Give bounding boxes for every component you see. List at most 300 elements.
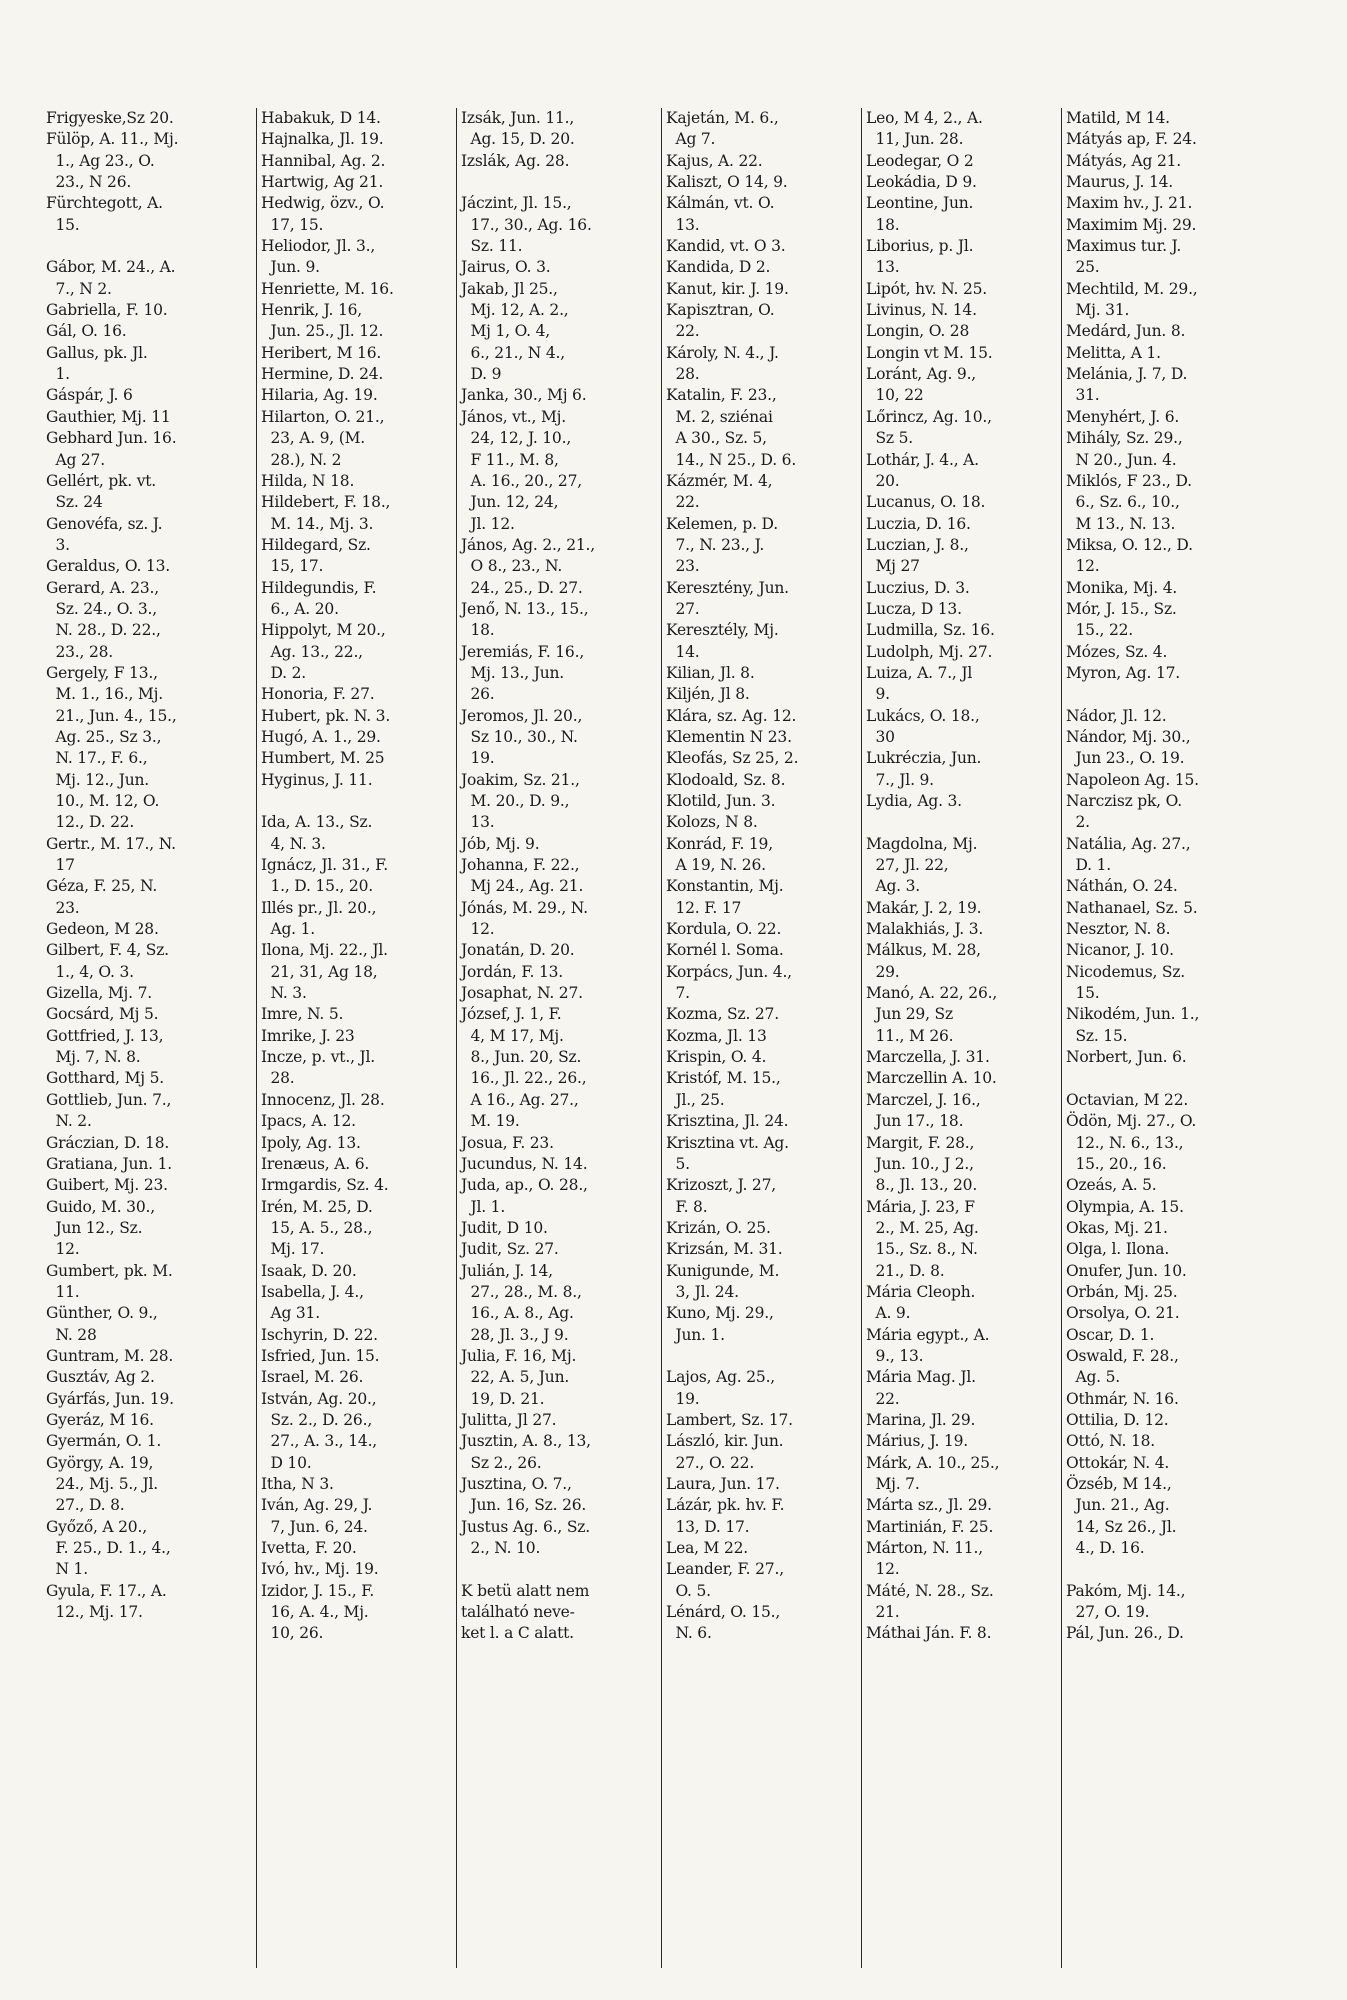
name-entry-line: Luczius, D. 3. xyxy=(866,578,970,597)
name-entry-line: 24, 12, J. 10., xyxy=(461,429,572,448)
name-entry-line: Miksa, O. 12., D. xyxy=(1066,535,1193,554)
name-entry-line: Lénárd, O. 15., xyxy=(666,1603,781,1622)
name-entry-line: Leander, F. 27., xyxy=(666,1560,784,1579)
name-entry-line: 21. xyxy=(866,1603,900,1622)
name-entry-line: Fürchtegott, A. xyxy=(46,194,163,213)
name-entry-line: Ag 7. xyxy=(666,130,716,149)
name-entry-line: Mj 1, O. 4, xyxy=(461,322,551,341)
name-entry-line: 28, Jl. 3., J 9. xyxy=(461,1325,569,1344)
name-entry-line: Győző, A 20., xyxy=(46,1517,147,1536)
name-entry-line: 18. xyxy=(461,621,495,640)
name-entry-line xyxy=(1066,684,1280,705)
name-entry-line: Ag. 15, D. 20. xyxy=(461,130,575,149)
name-entry-line: 27., D. 8. xyxy=(46,1496,125,1515)
name-entry-line: Jun 23., O. 19. xyxy=(1066,749,1185,768)
name-entry-line: Nándor, Mj. 30., xyxy=(1066,727,1191,746)
name-entry-line: Gyermán, O. 1. xyxy=(46,1432,162,1451)
name-entry-line: 28.), N. 2 xyxy=(261,450,342,469)
name-entry-line: Konrád, F. 19, xyxy=(666,834,773,853)
name-entry-line: 21., D. 8. xyxy=(866,1261,945,1280)
name-entry-line: Klára, sz. Ag. 12. xyxy=(666,706,797,725)
name-entry-line: Julián, J. 14, xyxy=(461,1261,553,1280)
name-entry-line: D. 1. xyxy=(1066,856,1111,875)
name-entry-line: Irenæus, A. 6. xyxy=(261,1154,370,1173)
name-entry-line xyxy=(866,812,1055,833)
name-entry-line: Hilarton, O. 21., xyxy=(261,407,385,426)
name-entry-line: Napoleon Ag. 15. xyxy=(1066,770,1199,789)
name-entry-line: 7., N. 23., J. xyxy=(666,535,765,554)
name-entry-line: 27, Jl. 22, xyxy=(866,856,949,875)
name-entry-line: Heribert, M 16. xyxy=(261,343,382,362)
name-entry-line: 27, O. 19. xyxy=(1066,1603,1150,1622)
name-entry-line: Iván, Ag. 29, J. xyxy=(261,1496,373,1515)
name-entry-line: N. 28 xyxy=(46,1325,97,1344)
name-entry-line: Hubert, pk. N. 3. xyxy=(261,706,391,725)
name-entry-line: Sz 2., 26. xyxy=(461,1453,542,1472)
name-entry-line: Guido, M. 30., xyxy=(46,1197,155,1216)
name-entry-line: Kaliszt, O 14, 9. xyxy=(666,173,788,192)
name-entry-line: Sz. 11. xyxy=(461,237,523,256)
name-entry-line: Oscar, D. 1. xyxy=(1066,1325,1155,1344)
name-entry-line: Lázár, pk. hv. F. xyxy=(666,1496,785,1515)
name-entry-line: Lőrincz, Ag. 10., xyxy=(866,407,992,426)
name-entry-line: Menyhért, J. 6. xyxy=(1066,407,1180,426)
name-entry-line: Mj. 31. xyxy=(1066,301,1130,320)
name-entry-line: Mihály, Sz. 29., xyxy=(1066,429,1183,448)
name-entry-line: Josua, F. 23. xyxy=(461,1133,554,1152)
name-entry-line: Kozma, Sz. 27. xyxy=(666,1005,779,1024)
name-entry-line: Imre, N. 5. xyxy=(261,1005,344,1024)
name-entry-line: D. 9 xyxy=(461,365,502,384)
name-entry-line: Irmgardis, Sz. 4. xyxy=(261,1176,389,1195)
name-entry-line: 27., 28., M. 8., xyxy=(461,1282,582,1301)
name-entry-line: Sz 10., 30., N. xyxy=(461,727,578,746)
column-3 xyxy=(457,108,662,1968)
name-entry-line: N. 3. xyxy=(261,984,307,1003)
name-entry-line: található neve- xyxy=(461,1603,575,1622)
name-entry-line: Kiljén, Jl 8. xyxy=(666,685,750,704)
name-entry-line: Mj. 17. xyxy=(261,1240,325,1259)
name-entry-line: 21., Jun. 4., 15., xyxy=(46,706,177,725)
name-entry-line: Ag. 25., Sz 3., xyxy=(46,727,162,746)
column-4 xyxy=(662,108,862,1968)
name-entry-line: M 13., N. 13. xyxy=(1066,514,1176,533)
name-entry-line: 13. xyxy=(866,258,900,277)
name-entry-line: Margit, F. 28., xyxy=(866,1133,975,1152)
name-entry-line: Olympia, A. 15. xyxy=(1066,1197,1184,1216)
name-entry-line: 12., Mj. 17. xyxy=(46,1603,143,1622)
name-entry-line: Nesztor, N. 8. xyxy=(1066,920,1171,939)
name-entry-line: Innocenz, Jl. 28. xyxy=(261,1090,385,1109)
name-entry-line: N 1. xyxy=(46,1560,88,1579)
name-entry-line: Mj. 7, N. 8. xyxy=(46,1048,141,1067)
name-entry-line: Gizella, Mj. 7. xyxy=(46,984,153,1003)
name-entry-line: Mária egypt., A. xyxy=(866,1325,990,1344)
name-entry-line: Hildegard, Sz. xyxy=(261,535,371,554)
name-entry-line: Sz. 24., O. 3., xyxy=(46,599,157,618)
name-entry-line: Ödön, Mj. 27., O. xyxy=(1066,1112,1197,1131)
name-entry-line: Nádor, Jl. 12. xyxy=(1066,706,1167,725)
name-entry-line: Honoria, F. 27. xyxy=(261,685,375,704)
name-entry-line: 14., N 25., D. 6. xyxy=(666,450,797,469)
name-entry-line: 15., 22. xyxy=(1066,621,1134,640)
name-entry-line xyxy=(46,236,250,257)
name-entry-line: Hartwig, Ag 21. xyxy=(261,173,384,192)
name-entry-line: Gál, O. 16. xyxy=(46,322,127,341)
name-entry-line: Gáspár, J. 6 xyxy=(46,386,133,405)
name-entry-line: Jairus, O. 3. xyxy=(461,258,551,277)
name-entry-line: Jl., 25. xyxy=(666,1090,725,1109)
name-entry-line: 16., Jl. 22., 26., xyxy=(461,1069,587,1088)
name-entry-line: 20. xyxy=(866,471,900,490)
name-entry-line: Gottlieb, Jun. 7., xyxy=(46,1090,172,1109)
name-entry-line: Kandida, D 2. xyxy=(666,258,771,277)
name-entry-line: Nathanael, Sz. 5. xyxy=(1066,898,1198,917)
name-entry-line: Johanna, F. 22., xyxy=(461,856,580,875)
name-entry-line: Luczia, D. 16. xyxy=(866,514,971,533)
name-entry-line: Justus Ag. 6., Sz. xyxy=(461,1517,590,1536)
name-entry-line: Genovéfa, sz. J. xyxy=(46,514,163,533)
name-entry-line: 21, 31, Ag 18, xyxy=(261,962,378,981)
name-entry-line: Isabella, J. 4., xyxy=(261,1282,364,1301)
name-entry-line: Gedeon, M 28. xyxy=(46,920,159,939)
name-entry-line: 24., 25., D. 27. xyxy=(461,578,583,597)
name-entry-line: Jonatán, D. 20. xyxy=(461,941,575,960)
name-entry-line: Mj 27 xyxy=(866,557,920,576)
name-entry-line: Ag 27. xyxy=(46,450,105,469)
name-entry-line: Jeromos, Jl. 20., xyxy=(461,706,583,725)
name-entry-line: Natália, Ag. 27., xyxy=(1066,834,1191,853)
name-entry-line: Kornél l. Soma. xyxy=(666,941,784,960)
name-entry-line: Jun. 25., Jl. 12. xyxy=(261,322,384,341)
name-entry-line: Maximus tur. J. xyxy=(1066,237,1182,256)
name-entry-line: Hannibal, Ag. 2. xyxy=(261,151,386,170)
name-entry-line: Irén, M. 25, D. xyxy=(261,1197,373,1216)
name-entry-line: Klotild, Jun. 3. xyxy=(666,792,776,810)
name-entry-line: ket l. a C alatt. xyxy=(461,1624,574,1643)
name-entry-line: Krizsán, M. 31. xyxy=(666,1240,783,1259)
name-entry-line: 12. xyxy=(46,1240,80,1259)
name-entry-line: Ivetta, F. 20. xyxy=(261,1539,357,1558)
name-entry-line: 7., N 2. xyxy=(46,279,112,298)
name-entry-line: 27., O. 22. xyxy=(666,1453,755,1472)
name-entry-line: Joakim, Sz. 21., xyxy=(461,770,580,789)
name-entry-line: Jun. 16, Sz. 26. xyxy=(461,1496,587,1515)
name-entry-line: Günther, O. 9., xyxy=(46,1304,158,1323)
name-entry-line: Guntram, M. 28. xyxy=(46,1346,174,1365)
name-entry-line: Jun. 12, 24, xyxy=(461,493,559,512)
name-entry-line: Ignácz, Jl. 31., F. xyxy=(261,856,388,875)
name-entry-line: Máthai Ján. F. 8. xyxy=(866,1624,992,1643)
name-entry-line: Ilona, Mj. 22., Jl. xyxy=(261,941,388,960)
name-entry-line: Longin vt M. 15. xyxy=(866,343,993,362)
name-entry-line: Lukréczia, Jun. xyxy=(866,749,982,768)
name-entry-line: Melitta, A 1. xyxy=(1066,343,1161,362)
name-entry-line: Márk, A. 10., 25., xyxy=(866,1453,1000,1472)
name-entry-line: Jónás, M. 29., N. xyxy=(461,898,588,917)
name-entry-line: 2., N. 10. xyxy=(461,1539,541,1558)
column-1 xyxy=(42,108,257,1968)
name-entry-line: Judit, D 10. xyxy=(461,1218,548,1237)
name-entry-line: 12. xyxy=(1066,557,1100,576)
name-entry-line: Hildegundis, F. xyxy=(261,578,377,597)
name-entry-line: 16., A. 8., Ag. xyxy=(461,1304,574,1323)
name-entry-line: Manó, A. 22, 26., xyxy=(866,984,998,1003)
name-entry-line: Özséb, M 14., xyxy=(1066,1475,1172,1493)
name-entry-line: Ozeás, A. 5. xyxy=(1066,1176,1157,1195)
name-entry-line: 8., Jl. 13., 20. xyxy=(866,1176,978,1195)
name-entry-line xyxy=(666,1346,855,1367)
name-entry-line: Ag 31. xyxy=(261,1304,320,1323)
name-entry-line: 30 xyxy=(866,727,895,746)
name-entry-line: 15, A. 5., 28., xyxy=(261,1218,373,1237)
name-entry-line: O 8., 23., N. xyxy=(461,557,563,576)
name-entry-line: 25. xyxy=(1066,258,1100,277)
name-entry-line: Gyula, F. 17., A. xyxy=(46,1581,167,1600)
name-entry-line: 15., Sz. 8., N. xyxy=(866,1240,978,1259)
name-entry-line: 15., 20., 16. xyxy=(1066,1154,1167,1173)
name-entry-line xyxy=(461,172,655,193)
name-entry-line: Marczellin A. 10. xyxy=(866,1069,997,1088)
name-entry-line: 15, 17. xyxy=(261,557,324,576)
name-entry-line: 6., 21., N 4., xyxy=(461,343,566,362)
name-entry-line: Kapisztran, O. xyxy=(666,301,775,320)
name-entry-line: Gergely, F 13., xyxy=(46,663,158,682)
name-entry-line: Izidor, J. 15., F. xyxy=(261,1581,375,1600)
name-entry-line: Heliodor, Jl. 3., xyxy=(261,237,376,256)
name-entry-line: Ottó, N. 18. xyxy=(1066,1432,1156,1451)
name-entry-line: Izsák, Jun. 11., xyxy=(461,109,575,127)
name-entry-line: Luiza, A. 7., Jl xyxy=(866,663,973,682)
name-entry-line: 13. xyxy=(461,813,495,832)
name-entry-line: János, vt., Mj. xyxy=(461,407,566,426)
name-entry-line: Kozma, Jl. 13 xyxy=(666,1026,767,1045)
name-entry-line: M. 1., 16., Mj. xyxy=(46,685,163,704)
name-entry-line: Liborius, p. Jl. xyxy=(866,237,974,256)
name-entry-line: Gauthier, Mj. 11 xyxy=(46,407,171,426)
name-entry-line: Sz 5. xyxy=(866,429,913,448)
name-entry-line: Jucundus, N. 14. xyxy=(461,1154,588,1173)
column-2 xyxy=(257,108,457,1968)
name-entry-line: Keresztély, Mj. xyxy=(666,621,779,640)
name-entry-line: Isfried, Jun. 15. xyxy=(261,1346,380,1365)
name-entry-line: 3, Jl. 24. xyxy=(666,1282,739,1301)
name-entry-line: 8., Jun. 20, Sz. xyxy=(461,1048,582,1067)
name-entry-line: 19, D. 21. xyxy=(461,1389,545,1408)
name-entry-line: Ludolph, Mj. 27. xyxy=(866,642,993,661)
name-entry-line: Geraldus, O. 13. xyxy=(46,557,170,576)
name-entry-line: Kuno, Mj. 29., xyxy=(666,1304,774,1323)
name-entry-line: 1., 4, O. 3. xyxy=(46,962,134,981)
name-entry-line: László, kir. Jun. xyxy=(666,1432,784,1451)
name-entry-line: M. 19. xyxy=(461,1112,520,1131)
name-entry-line: Jakab, Jl 25., xyxy=(461,279,558,298)
name-entry-line: Jl. 1. xyxy=(461,1197,506,1216)
name-entry-line: Maximim Mj. 29. xyxy=(1066,215,1197,234)
name-entry-line: Gellért, pk. vt. xyxy=(46,471,157,490)
name-entry-line: Mátyás ap, F. 24. xyxy=(1066,130,1197,149)
name-entry-line: Ipacs, A. 12. xyxy=(261,1112,356,1131)
name-entry-line: 1. xyxy=(46,365,70,384)
name-entry-line: Ludmilla, Sz. 16. xyxy=(866,621,995,640)
name-entry-line: Gallus, pk. Jl. xyxy=(46,343,148,362)
name-entry-line xyxy=(461,1559,655,1580)
name-entry-line: Ottokár, N. 4. xyxy=(1066,1453,1170,1472)
name-entry-line: Maxim hv., J. 21. xyxy=(1066,194,1193,213)
name-entry-line: Mj. 13., Jun. xyxy=(461,663,564,682)
name-entry-line: Jenő, N. 13., 15., xyxy=(461,599,589,618)
name-entry-line: 14, Sz 26., Jl. xyxy=(1066,1517,1177,1536)
name-entry-line: Laura, Jun. 17. xyxy=(666,1475,780,1493)
name-entry-line: A. 16., 20., 27, xyxy=(461,471,582,490)
name-entry-line: Katalin, F. 23., xyxy=(666,386,777,405)
name-entry-line: Máté, N. 28., Sz. xyxy=(866,1581,994,1600)
name-entry-line: Gertr., M. 17., N. xyxy=(46,834,176,853)
name-entry-line: Ivó, hv., Mj. 19. xyxy=(261,1560,379,1579)
name-columns xyxy=(42,108,1307,1968)
name-entry-line: Kolozs, N 8. xyxy=(666,813,758,832)
name-entry-line: 6., A. 20. xyxy=(261,599,339,618)
name-entry-line: 1., Ag 23., O. xyxy=(46,151,155,170)
name-entry-line: Márius, J. 19. xyxy=(866,1432,968,1451)
name-entry-line: Krisztina vt. Ag. xyxy=(666,1133,789,1152)
name-entry-line: 10, 26. xyxy=(261,1624,324,1643)
name-entry-line: Itha, N 3. xyxy=(261,1475,334,1493)
name-entry-line: 26. xyxy=(461,685,495,704)
name-entry-line: Humbert, M. 25 xyxy=(261,749,385,768)
name-entry-line: Gráczian, D. 18. xyxy=(46,1133,170,1152)
name-entry-line: 12. xyxy=(461,920,495,939)
name-entry-line: 18. xyxy=(866,215,900,234)
name-entry-line: Henrik, J. 16, xyxy=(261,301,363,320)
name-entry-line: A 19, N. 26. xyxy=(666,856,766,875)
name-entry-line: 19. xyxy=(461,749,495,768)
name-entry-line: 17, 15. xyxy=(261,215,324,234)
name-entry-line: Nikodém, Jun. 1., xyxy=(1066,1005,1200,1024)
name-entry-line: Sz. 2., D. 26., xyxy=(261,1410,373,1429)
name-entry-line: Náthán, O. 24. xyxy=(1066,877,1178,896)
name-entry-line: Mária, J. 23, F xyxy=(866,1197,975,1216)
name-entry-line: Orsolya, O. 21. xyxy=(1066,1304,1180,1323)
name-entry-line: Ag. 5. xyxy=(1066,1368,1121,1387)
name-entry-line: 10., M. 12, O. xyxy=(46,792,160,810)
name-entry-line: 27., A. 3., 14., xyxy=(261,1432,378,1451)
name-entry-line: Izslák, Ag. 28. xyxy=(461,151,570,170)
name-entry-line: N 20., Jun. 4. xyxy=(1066,450,1177,469)
name-entry-line: Malakhiás, J. 3. xyxy=(866,920,984,939)
name-entry-line: Kristóf, M. 15., xyxy=(666,1069,781,1088)
name-entry-line: 1., D. 15., 20. xyxy=(261,877,373,896)
name-entry-line: 22. xyxy=(866,1389,900,1408)
name-entry-line: Okas, Mj. 21. xyxy=(1066,1218,1168,1237)
name-entry-line: Sz. 24 xyxy=(46,493,103,512)
name-entry-line: Julitta, Jl 27. xyxy=(461,1410,557,1429)
name-entry-line: János, Ag. 2., 21., xyxy=(461,535,595,554)
name-entry-line: Guibert, Mj. 23. xyxy=(46,1176,168,1195)
name-entry-line: Gottfried, J. 13, xyxy=(46,1026,164,1045)
name-entry-line: Jun 17., 18. xyxy=(866,1112,964,1131)
name-entry-line: 11., M 26. xyxy=(866,1026,954,1045)
name-entry-line: Lydia, Ag. 3. xyxy=(866,792,962,810)
name-entry-line: Leontine, Jun. xyxy=(866,194,974,213)
name-entry-line: A 30., Sz. 5, xyxy=(666,429,767,448)
name-entry-line: 4., D. 16. xyxy=(1066,1539,1145,1558)
name-entry-line: Hilaria, Ag. 19. xyxy=(261,386,378,405)
name-entry-line: Lambert, Sz. 17. xyxy=(666,1410,793,1429)
name-entry-line: N. 6. xyxy=(666,1624,712,1643)
name-entry-line: Henriette, M. 16. xyxy=(261,279,394,298)
name-entry-line: Kelemen, p. D. xyxy=(666,514,778,533)
name-entry-line: 4, M 17, Mj. xyxy=(461,1026,564,1045)
name-entry-line: Krispin, O. 4. xyxy=(666,1048,767,1067)
name-entry-line: Klementin N 23. xyxy=(666,727,792,746)
name-entry-line: Kilian, Jl. 8. xyxy=(666,663,755,682)
name-entry-line: Othmár, N. 16. xyxy=(1066,1389,1179,1408)
name-entry-line: Gotthard, Mj 5. xyxy=(46,1069,164,1088)
name-entry-line: Lajos, Ag. 25., xyxy=(666,1368,776,1387)
name-entry-line: Luczian, J. 8., xyxy=(866,535,969,554)
name-entry-line: Narczisz pk, O. xyxy=(1066,792,1182,810)
name-entry-line: Sz. 15. xyxy=(1066,1026,1128,1045)
name-entry-line: Jun 29, Sz xyxy=(866,1005,953,1024)
name-entry-line: Orbán, Mj. 25. xyxy=(1066,1282,1178,1301)
name-entry-line: Gilbert, F. 4, Sz. xyxy=(46,941,169,960)
name-entry-line: Leokádia, D 9. xyxy=(866,173,977,192)
name-entry-line: 28. xyxy=(261,1069,295,1088)
name-entry-line: Pál, Jun. 26., D. xyxy=(1066,1624,1184,1643)
name-entry-line: Nicodemus, Sz. xyxy=(1066,962,1186,981)
name-entry-line: 12. F. 17 xyxy=(666,898,742,917)
name-entry-line: Imrike, J. 23 xyxy=(261,1026,355,1045)
name-entry-line: József, J. 1, F. xyxy=(461,1005,562,1024)
name-entry-line: Gratiana, Jun. 1. xyxy=(46,1154,172,1173)
name-entry-line: 15. xyxy=(1066,984,1100,1003)
name-entry-line: Miklós, F 23., D. xyxy=(1066,471,1192,490)
name-entry-line: Márton, N. 11., xyxy=(866,1539,983,1558)
name-entry-line: Gerard, A. 23., xyxy=(46,578,160,597)
name-entry-line: Josaphat, N. 27. xyxy=(461,984,583,1003)
name-entry-line: Ottilia, D. 12. xyxy=(1066,1410,1169,1429)
name-entry-line: Maurus, J. 14. xyxy=(1066,173,1174,192)
name-entry-line: Mária Cleoph. xyxy=(866,1282,976,1301)
name-entry-line: 15. xyxy=(46,215,80,234)
name-entry-line: A 16., Ag. 27., xyxy=(461,1090,579,1109)
name-entry-line: Korpács, Jun. 4., xyxy=(666,962,792,981)
name-entry-line: Medárd, Jun. 8. xyxy=(1066,322,1186,341)
name-entry-line: Lipót, hv. N. 25. xyxy=(866,279,988,298)
name-entry-line: Jl. 12. xyxy=(461,514,515,533)
name-entry-line: Israel, M. 26. xyxy=(261,1368,364,1387)
name-entry-line: Kunigunde, M. xyxy=(666,1261,780,1280)
name-entry-line: Hildebert, F. 18., xyxy=(261,493,391,512)
name-entry-line: Livinus, N. 14. xyxy=(866,301,977,320)
name-entry-line: 7., Jl. 9. xyxy=(866,770,934,789)
name-entry-line: 16, A. 4., Mj. xyxy=(261,1603,369,1622)
name-entry-line: 12., N. 6., 13., xyxy=(1066,1133,1184,1152)
name-entry-line: Géza, F. 25, N. xyxy=(46,877,158,896)
name-entry-line: Myron, Ag. 17. xyxy=(1066,663,1181,682)
name-entry-line: 23., 28. xyxy=(46,642,114,661)
name-entry-line: Jáczint, Jl. 15., xyxy=(461,194,572,213)
name-entry-line: Olga, l. Ilona. xyxy=(1066,1240,1170,1259)
name-entry-line: Klodoald, Sz. 8. xyxy=(666,770,786,789)
name-entry-line: D 10. xyxy=(261,1453,312,1472)
name-entry-line: Kanut, kir. J. 19. xyxy=(666,279,789,298)
name-entry-line: Octavian, M 22. xyxy=(1066,1090,1189,1109)
name-entry-line: Gumbert, pk. M. xyxy=(46,1261,173,1280)
name-entry-line: Gabriella, F. 10. xyxy=(46,301,168,320)
name-entry-line: Gusztáv, Ag 2. xyxy=(46,1368,155,1387)
